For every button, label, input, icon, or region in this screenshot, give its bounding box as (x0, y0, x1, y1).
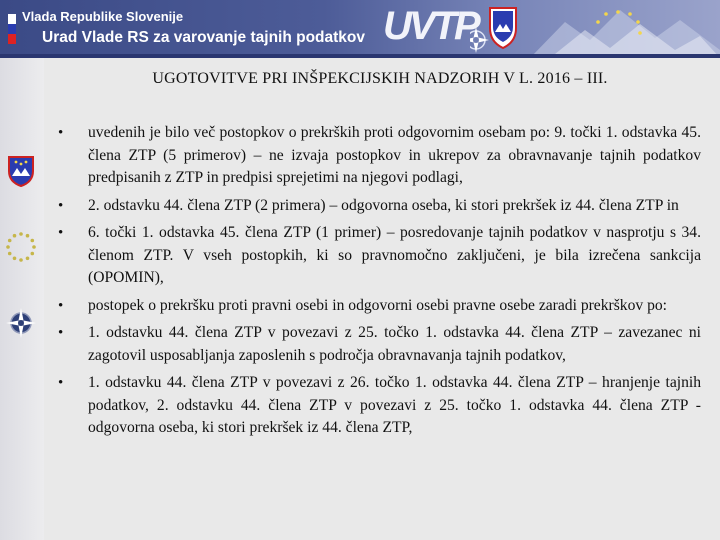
nato-compass-icon (470, 27, 489, 53)
findings-list (56, 122, 701, 445)
government-name: Vlada Republike Slovenije (22, 9, 184, 24)
list-item-text: uvedenih je bilo več postopkov o prekrških proti odgovornim osebam po: 9. točki 1. odstavka 45. člena ZTP (5 primerov) – ne izvaja postopkov in ukrepov za obravnavanje tajnih podatkov predpisanih z ZTP in predpisi sprejetimi na njegovi podlagi, (88, 124, 701, 186)
bullet-icon: • (58, 197, 64, 214)
banner-graphics (470, 0, 720, 58)
list-item-text: 1. odstavku 44. člena ZTP v povezavi z 26. točko 1. odstavka 44. člena ZTP – hranjenje tajnih podatkov, 2. odstavku 44. člena ZTP v povezavi z 25. točko 1. odstavka 44. člena ZTP - odgovorna oseba, ki stori prekršek iz 44. člena ZTP, (88, 374, 701, 436)
list-item (56, 322, 701, 367)
page-title: UGOTOVITVE PRI INŠPEKCIJSKIH NADZORIH V L. 2016 – III. (152, 70, 608, 87)
slovenia-coat-of-arms-icon (4, 154, 38, 188)
banner-stripe (0, 54, 720, 58)
list-item (56, 195, 701, 218)
flag-icon (8, 14, 16, 44)
list-item-text: 6. točki 1. odstavka 45. člena ZTP (1 primer) – posredovanje tajnih podatkov v nasprotju s 34. členom ZTP. V vseh postopkih, ki so pravnomočno zaključeni, je bila izrečena sankcija (OPOMIN), (88, 224, 701, 286)
shield-icon (490, 8, 516, 48)
bullet-icon: • (58, 225, 64, 241)
emblem-sidebar (0, 58, 44, 540)
list-item (56, 372, 701, 440)
list-item-text: 1. odstavku 44. člena ZTP v povezavi z 25. točko 1. odstavka 44. člena ZTP – zavezanec ni zagotovil usposabljanja zaposlenih s področja obravnavanja tajnih podatkov, (88, 324, 701, 364)
list-item (56, 295, 701, 318)
header-banner (0, 0, 720, 58)
bullet-icon: • (58, 375, 64, 391)
uvtp-logo: UVTP (383, 4, 478, 48)
nato-compass-icon (4, 306, 38, 340)
office-name: Urad Vlade RS za varovanje tajnih podatkov (42, 29, 366, 46)
list-item-text: 2. odstavku 44. člena ZTP (2 primera) – odgovorna oseba, ki stori prekršek iz 44. člena ZTP in (88, 196, 679, 214)
bullet-icon: • (58, 325, 64, 341)
bullet-icon: • (58, 125, 64, 141)
list-item-text: postopek o prekršku proti pravni osebi in odgovorni osebi pravne osebe zaradi prekrškov po: (88, 296, 668, 314)
bullet-icon: • (58, 297, 64, 314)
list-item (56, 122, 701, 190)
eu-stars-icon (4, 230, 38, 264)
list-item (56, 222, 701, 290)
